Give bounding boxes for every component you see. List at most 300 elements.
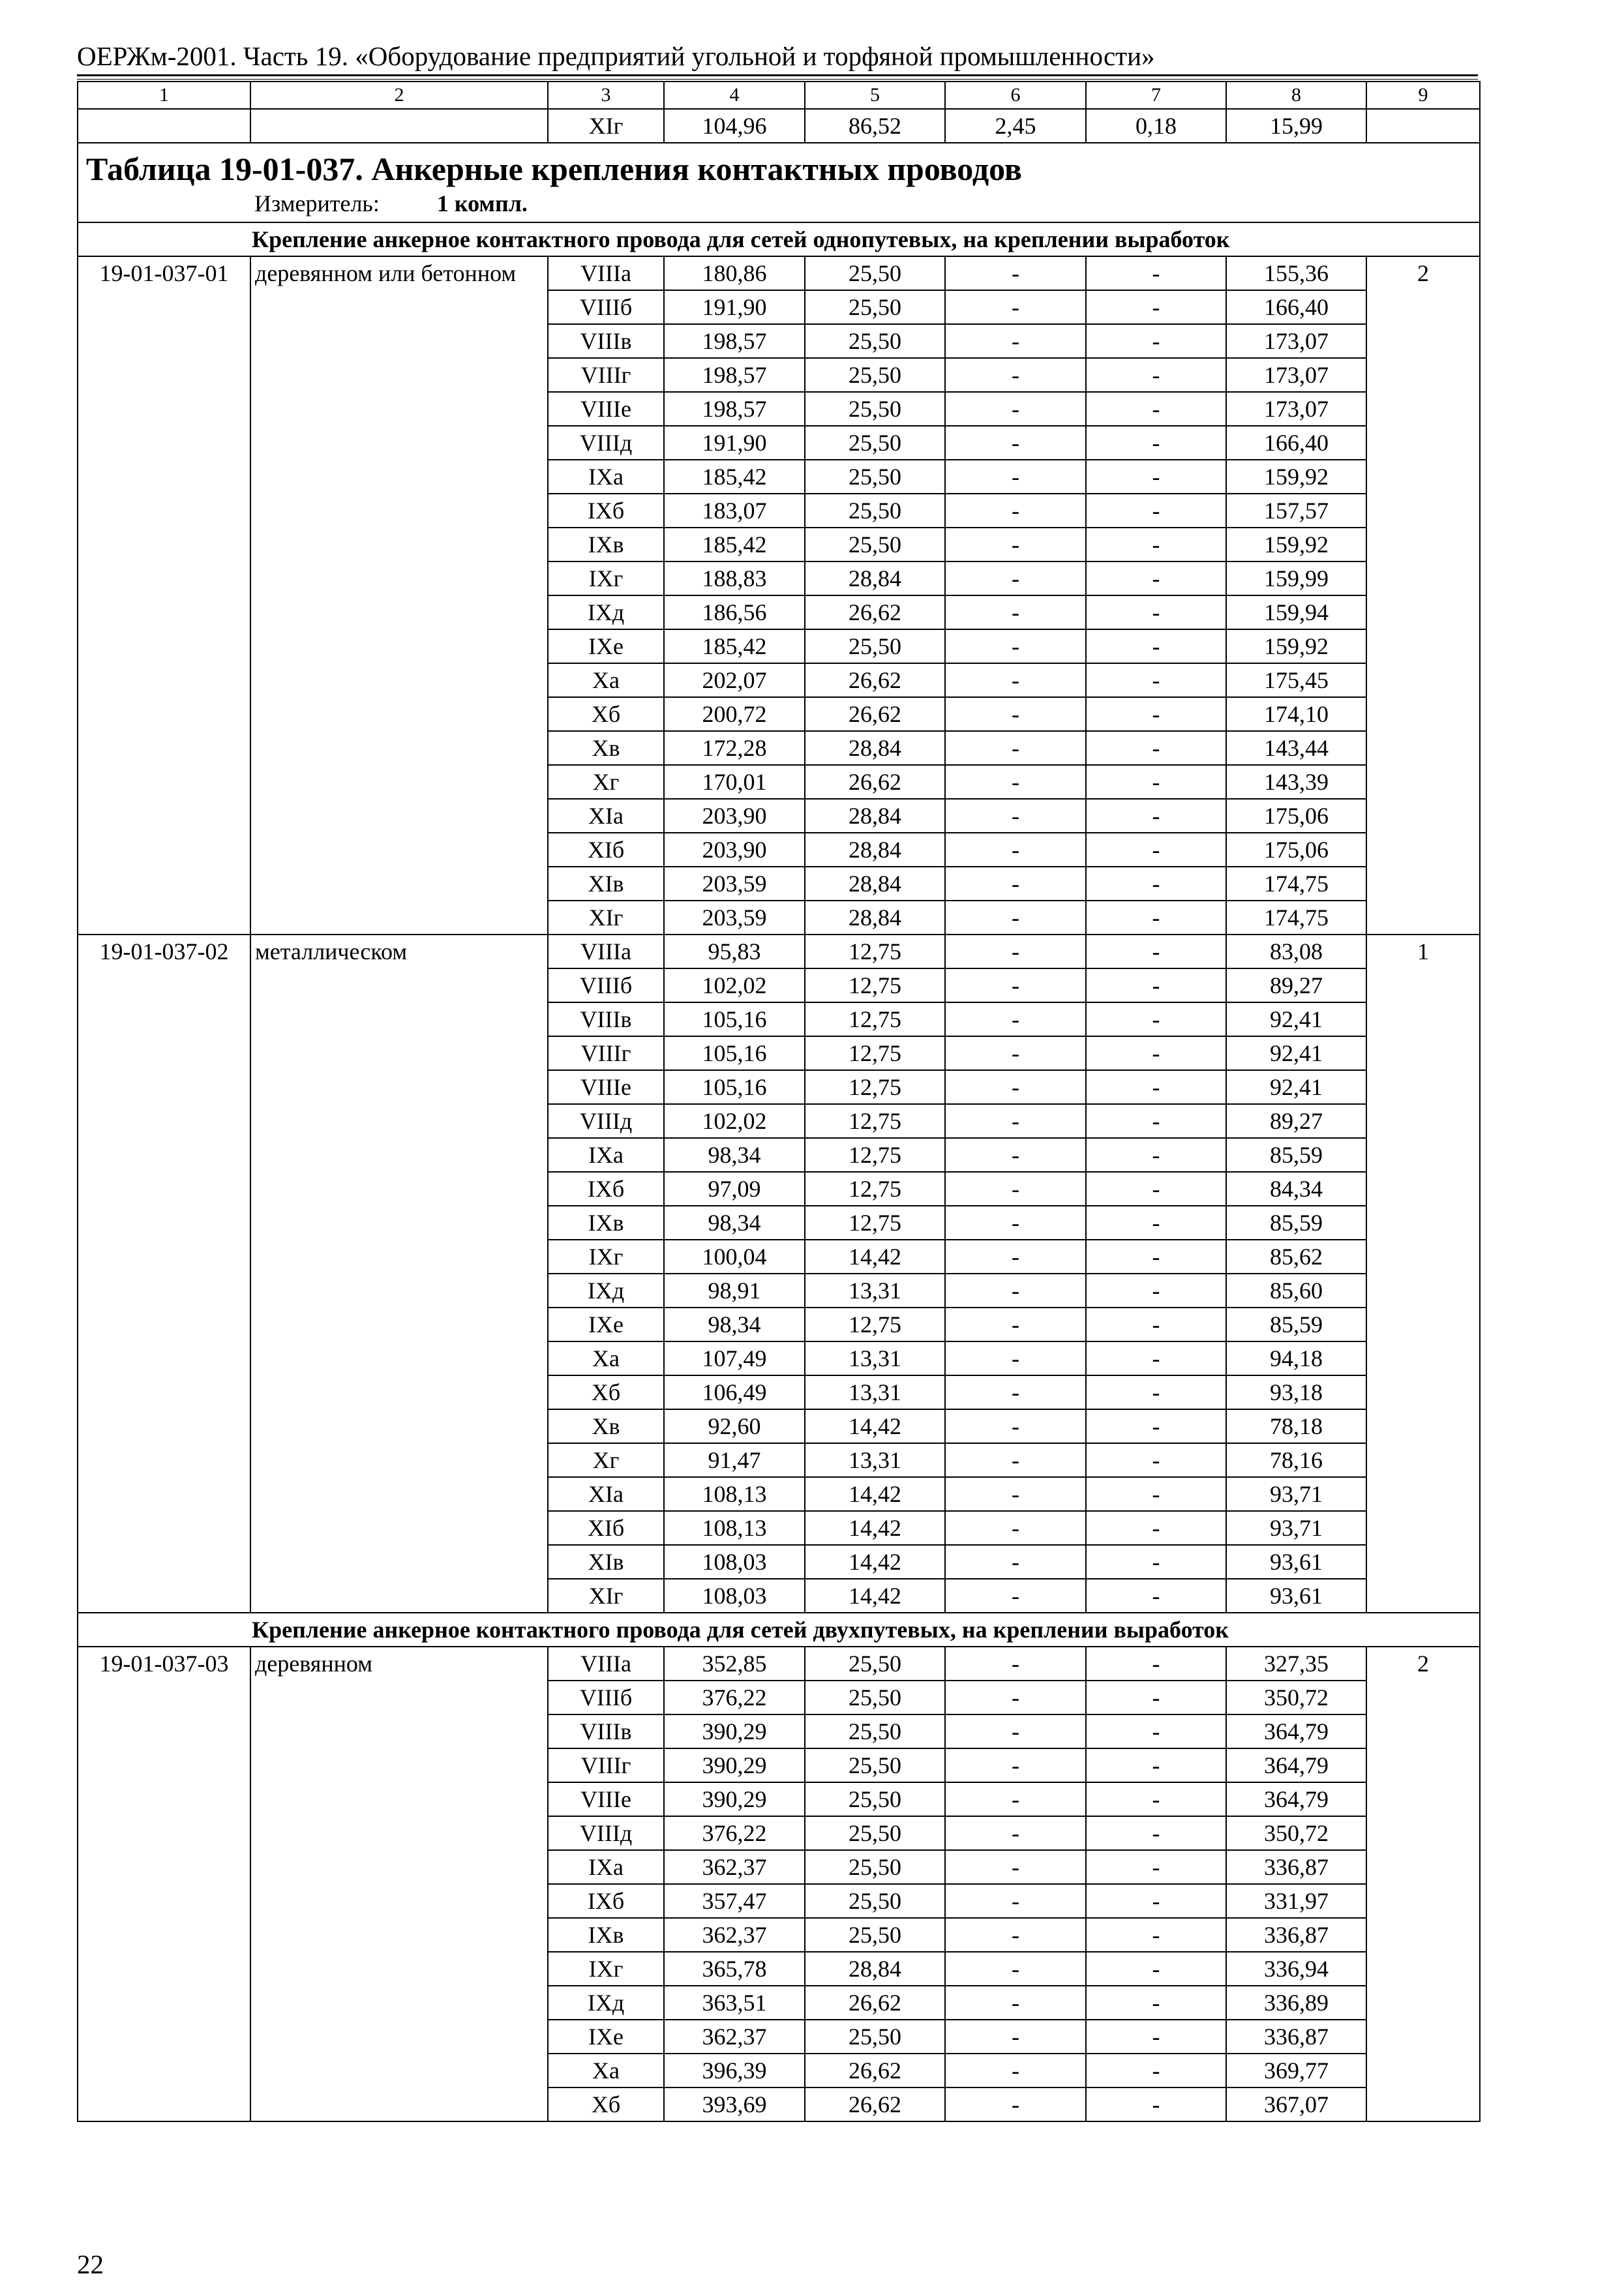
value-cell: 26,62 [805,2054,945,2087]
value-cell: - [945,595,1086,629]
value-cell: - [1086,1308,1226,1341]
value-cell: 105,16 [664,1070,805,1104]
value-cell: 93,61 [1226,1579,1366,1613]
value-cell: 108,13 [664,1511,805,1545]
value-cell: 14,42 [805,1511,945,1545]
value-cell: - [945,1545,1086,1579]
column-numbers-row [78,82,1480,109]
value-cell: - [1086,494,1226,528]
value-cell: 104,96 [664,109,805,143]
value-cell: 174,75 [1226,867,1366,901]
value-cell: - [945,426,1086,460]
value-cell: 13,31 [805,1274,945,1308]
value-cell: 108,13 [664,1477,805,1511]
value-cell: VIIIа [548,256,664,290]
value-cell: 12,75 [805,1002,945,1036]
value-cell: IХд [548,1274,664,1308]
value-cell: 26,62 [805,697,945,731]
value-cell: VIIIг [548,1748,664,1782]
value-cell: 203,59 [664,901,805,935]
value-cell: - [1086,1986,1226,2020]
value-cell: 327,35 [1226,1647,1366,1681]
value-cell: - [1086,595,1226,629]
value-cell: 25,50 [805,1918,945,1952]
value-cell: 25,50 [805,460,945,494]
value-cell: 173,07 [1226,324,1366,358]
column-number: 9 [1366,82,1480,109]
value-cell: 25,50 [805,1850,945,1884]
value-cell: - [1086,561,1226,595]
value-cell: - [945,1647,1086,1681]
column-number: 5 [805,82,945,109]
value-cell: - [945,256,1086,290]
value-cell: - [945,460,1086,494]
value-cell: VIIIд [548,1104,664,1138]
header-rule [77,74,1478,76]
value-cell: 185,42 [664,460,805,494]
value-cell: IХг [548,1240,664,1274]
value-cell: - [945,1748,1086,1782]
value-cell: 13,31 [805,1341,945,1375]
value-cell: 12,75 [805,1308,945,1341]
value-cell: 28,84 [805,731,945,765]
value-cell: - [1086,935,1226,968]
value-cell: 173,07 [1226,358,1366,392]
value-cell: 102,02 [664,1104,805,1138]
value-cell: - [945,1375,1086,1409]
value-cell: VIIIв [548,1714,664,1748]
column-number: 3 [548,82,664,109]
value-cell: 92,41 [1226,1036,1366,1070]
page-number: 22 [77,2249,104,2279]
value-cell: 376,22 [664,1816,805,1850]
table-caption-row [78,143,1480,222]
value-cell: 362,37 [664,2020,805,2054]
value-cell: 15,99 [1226,109,1366,143]
value-cell: Хв [548,1409,664,1443]
value-cell: - [945,290,1086,324]
value-cell: 143,44 [1226,731,1366,765]
value-cell: 198,57 [664,358,805,392]
name-cell [250,109,548,143]
value-cell: ХIг [548,901,664,935]
value-cell: 100,04 [664,1240,805,1274]
value-cell: 188,83 [664,561,805,595]
value-cell: 85,62 [1226,1240,1366,1274]
column-number: 7 [1086,82,1226,109]
value-cell: 13,31 [805,1375,945,1409]
value-cell: IХа [548,1850,664,1884]
value-cell: 25,50 [805,324,945,358]
value-cell: 390,29 [664,1748,805,1782]
section-row [78,1613,1480,1647]
value-cell: 159,94 [1226,595,1366,629]
value-cell: 14,42 [805,1579,945,1613]
value-cell: 94,18 [1226,1341,1366,1375]
value-cell: - [1086,799,1226,833]
value-cell: 28,84 [805,867,945,901]
value-cell: ХIа [548,799,664,833]
value-cell: 172,28 [664,731,805,765]
value-cell: 331,97 [1226,1884,1366,1918]
value-cell: - [945,1206,1086,1240]
value-cell: 98,34 [664,1138,805,1172]
value-cell: ХIв [548,1545,664,1579]
value-cell: VIIIе [548,1782,664,1816]
value-cell: 12,75 [805,935,945,968]
value-cell: 28,84 [805,833,945,867]
value-cell: 25,50 [805,256,945,290]
section-title: Крепление анкерное контактного провода для сетей двухпутевых, на креплении выработок [78,1613,1480,1647]
value-cell: - [945,1816,1086,1850]
value-cell: 25,50 [805,1681,945,1714]
value-cell: 198,57 [664,392,805,426]
value-cell: - [945,1036,1086,1070]
value-cell: - [1086,833,1226,867]
value-cell: 203,90 [664,833,805,867]
value-cell: 28,84 [805,561,945,595]
value-cell: 25,50 [805,1782,945,1816]
value-cell: - [1086,1850,1226,1884]
value-cell: 390,29 [664,1782,805,1816]
value-cell: - [1086,1952,1226,1986]
value-cell: - [1086,1681,1226,1714]
value-cell: - [1086,1477,1226,1511]
value-cell: - [1086,1240,1226,1274]
value-cell: VIIIв [548,324,664,358]
value-cell: - [1086,1341,1226,1375]
value-cell: - [1086,324,1226,358]
unit-label: Измеритель: [254,190,380,217]
value-cell: 367,07 [1226,2087,1366,2121]
value-cell: - [1086,1443,1226,1477]
value-cell: 2,45 [945,109,1086,143]
value-cell: VIIIа [548,935,664,968]
value-cell: 185,42 [664,629,805,663]
unit-value: 1 компл. [436,190,528,217]
value-cell: - [945,1952,1086,1986]
value-cell: 170,01 [664,765,805,799]
value-cell: 157,57 [1226,494,1366,528]
value-cell: - [1086,358,1226,392]
value-cell: 78,18 [1226,1409,1366,1443]
value-cell: 12,75 [805,1070,945,1104]
value-cell: 83,08 [1226,935,1366,968]
value-cell: IХд [548,595,664,629]
value-cell: - [1086,2020,1226,2054]
value-cell: - [945,1172,1086,1206]
value-cell: 155,36 [1226,256,1366,290]
value-cell: - [945,1986,1086,2020]
value-cell: 28,84 [805,901,945,935]
value-cell: Хв [548,731,664,765]
value-cell: VIIIе [548,1070,664,1104]
value-cell: 357,47 [664,1884,805,1918]
value-cell: - [1086,968,1226,1002]
value-cell: Хб [548,2087,664,2121]
value-cell: 95,83 [664,935,805,968]
value-cell: 89,27 [1226,968,1366,1002]
column-number: 4 [664,82,805,109]
value-cell: 203,59 [664,867,805,901]
value-cell: 202,07 [664,663,805,697]
value-cell: IХв [548,528,664,561]
value-cell: 159,92 [1226,528,1366,561]
value-cell: - [945,1681,1086,1714]
value-cell: 203,90 [664,799,805,833]
value-cell: 0,18 [1086,109,1226,143]
value-cell: IХа [548,460,664,494]
value-cell: 336,87 [1226,1918,1366,1952]
value-cell: - [945,1240,1086,1274]
value-cell: - [1086,528,1226,561]
value-cell: - [1086,2054,1226,2087]
column-number: 8 [1226,82,1366,109]
page-header: ОЕРЖм-2001. Часть 19. «Оборудование предприятий угольной и торфяной промышленности» [77,41,1155,71]
table-caption [78,143,1480,222]
value-cell: 91,47 [664,1443,805,1477]
value-cell: 159,99 [1226,561,1366,595]
column-number: 2 [250,82,548,109]
value-cell: 107,49 [664,1341,805,1375]
value-cell: - [945,901,1086,935]
value-cell: Ха [548,663,664,697]
value-cell: - [945,1782,1086,1816]
value-cell: - [945,2020,1086,2054]
value-cell: 25,50 [805,426,945,460]
value-cell: VIIIд [548,426,664,460]
value-cell: Хг [548,765,664,799]
value-cell: 364,79 [1226,1714,1366,1748]
value-cell: - [1086,290,1226,324]
value-cell: 28,84 [805,1952,945,1986]
value-cell: 25,50 [805,494,945,528]
value-cell: 93,71 [1226,1477,1366,1511]
value-cell: 28,84 [805,799,945,833]
value-cell: 191,90 [664,426,805,460]
name-cell: деревянном или бетонном [250,256,548,935]
value-cell: IХд [548,1986,664,2020]
value-cell: Ха [548,2054,664,2087]
value-cell: 14,42 [805,1409,945,1443]
value-cell: - [945,1579,1086,1613]
value-cell: 92,41 [1226,1070,1366,1104]
value-cell: 352,85 [664,1647,805,1681]
value-cell: - [1086,1036,1226,1070]
value-cell: 12,75 [805,968,945,1002]
value-cell: IХв [548,1918,664,1952]
value-cell: Хб [548,1375,664,1409]
value-cell: IХа [548,1138,664,1172]
value-cell: 173,07 [1226,392,1366,426]
value-cell: - [1086,765,1226,799]
value-cell: IХе [548,629,664,663]
group-value-cell: 2 [1366,1647,1480,2121]
value-cell: - [1086,1884,1226,1918]
value-cell: 365,78 [664,1952,805,1986]
table-title: Таблица 19-01-037. Анкерные крепления контактных проводов [86,151,1022,187]
value-cell: 369,77 [1226,2054,1366,2087]
value-cell: 25,50 [805,358,945,392]
value-cell: - [945,528,1086,561]
value-cell: 390,29 [664,1714,805,1748]
value-cell: 159,92 [1226,460,1366,494]
value-cell: 376,22 [664,1681,805,1714]
value-cell: - [945,1070,1086,1104]
value-cell: - [1086,1816,1226,1850]
value-cell: - [945,1850,1086,1884]
value-cell: - [1086,867,1226,901]
value-cell: 84,34 [1226,1172,1366,1206]
value-cell: 362,37 [664,1850,805,1884]
value-cell: 97,09 [664,1172,805,1206]
value-cell: - [1086,1274,1226,1308]
value-cell: Ха [548,1341,664,1375]
value-cell: 191,90 [664,290,805,324]
value-cell: IХб [548,494,664,528]
value-cell: 166,40 [1226,426,1366,460]
value-cell: 25,50 [805,528,945,561]
value-cell: IХг [548,1952,664,1986]
value-cell: 362,37 [664,1918,805,1952]
value-cell: - [1086,1579,1226,1613]
value-cell: 14,42 [805,1477,945,1511]
section-title: Крепление анкерное контактного провода для сетей однопутевых, на креплении выработок [78,222,1480,256]
code-cell: 19-01-037-01 [78,256,250,935]
value-cell: 185,42 [664,528,805,561]
value-cell: 93,71 [1226,1511,1366,1545]
value-cell: - [945,392,1086,426]
code-cell: 19-01-037-02 [78,935,250,1613]
value-cell: - [1086,1918,1226,1952]
value-cell: - [945,697,1086,731]
value-cell: 108,03 [664,1579,805,1613]
value-cell: VIIIе [548,392,664,426]
value-cell: - [945,2054,1086,2087]
value-cell: VIIIг [548,358,664,392]
value-cell: 85,59 [1226,1206,1366,1240]
value-cell: - [945,765,1086,799]
value-cell: VIIIб [548,290,664,324]
header-rule-thin [77,79,1478,80]
value-cell: - [1086,1002,1226,1036]
value-cell: - [1086,392,1226,426]
value-cell: 26,62 [805,1986,945,2020]
value-cell: 12,75 [805,1138,945,1172]
value-cell: 25,50 [805,1714,945,1748]
name-cell: металлическом [250,935,548,1613]
value-cell: - [1086,629,1226,663]
value-cell: - [945,663,1086,697]
value-cell: IХб [548,1884,664,1918]
value-cell: 364,79 [1226,1782,1366,1816]
value-cell: IХг [548,561,664,595]
value-cell: 25,50 [805,392,945,426]
value-cell: 25,50 [805,1647,945,1681]
value-cell: 98,34 [664,1308,805,1341]
group-value-cell: 1 [1366,935,1480,1613]
value-cell: - [945,1308,1086,1341]
value-cell: - [1086,901,1226,935]
column-number: 1 [78,82,250,109]
value-cell: 92,41 [1226,1002,1366,1036]
value-cell: 183,07 [664,494,805,528]
value-cell: 12,75 [805,1206,945,1240]
value-cell: 25,50 [805,1816,945,1850]
value-cell: 159,92 [1226,629,1366,663]
value-cell: - [945,1477,1086,1511]
value-cell: - [945,1138,1086,1172]
rates-table [77,81,1481,2122]
table-body [78,82,1480,2121]
value-cell: 198,57 [664,324,805,358]
value-cell: - [945,1274,1086,1308]
value-cell: Хг [548,1443,664,1477]
value-cell: - [1086,2087,1226,2121]
value-cell: 89,27 [1226,1104,1366,1138]
value-cell: 78,16 [1226,1443,1366,1477]
value-cell: IХб [548,1172,664,1206]
value-cell: - [945,1511,1086,1545]
value-cell: - [1086,1409,1226,1443]
value-cell: ХIб [548,1511,664,1545]
value-cell: - [945,358,1086,392]
value-cell: - [1086,256,1226,290]
value-cell: 200,72 [664,697,805,731]
value-cell: Хб [548,697,664,731]
value-cell: 26,62 [805,595,945,629]
value-cell: 175,45 [1226,663,1366,697]
table-row [78,1647,1480,1681]
value-cell: 14,42 [805,1240,945,1274]
value-cell: - [945,324,1086,358]
value-cell: - [945,494,1086,528]
value-cell: - [945,731,1086,765]
value-cell: ХIа [548,1477,664,1511]
value-cell: VIIIб [548,1681,664,1714]
value-cell: 364,79 [1226,1748,1366,1782]
value-cell: 174,75 [1226,901,1366,935]
value-cell: 93,61 [1226,1545,1366,1579]
value-cell: 336,89 [1226,1986,1366,2020]
code-cell [78,109,250,143]
value-cell: - [945,629,1086,663]
value-cell: - [1086,1647,1226,1681]
value-cell: - [1086,1714,1226,1748]
unit-line [86,189,1471,218]
value-cell: 98,34 [664,1206,805,1240]
value-cell: - [945,1918,1086,1952]
value-cell: - [1086,1748,1226,1782]
value-cell: 85,60 [1226,1274,1366,1308]
group-value-cell: 2 [1366,256,1480,935]
value-cell: 350,72 [1226,1816,1366,1850]
value-cell: ХIв [548,867,664,901]
value-cell: 85,59 [1226,1138,1366,1172]
value-cell: 186,56 [664,595,805,629]
value-cell: 13,31 [805,1443,945,1477]
value-cell: 12,75 [805,1104,945,1138]
value-cell: 86,52 [805,109,945,143]
value-cell: 174,10 [1226,697,1366,731]
value-cell: - [1086,1172,1226,1206]
value-cell: 105,16 [664,1036,805,1070]
value-cell: ХIг [548,1579,664,1613]
value-cell: 26,62 [805,765,945,799]
value-cell: VIIIв [548,1002,664,1036]
value-cell: 393,69 [664,2087,805,2121]
value-cell: 102,02 [664,968,805,1002]
